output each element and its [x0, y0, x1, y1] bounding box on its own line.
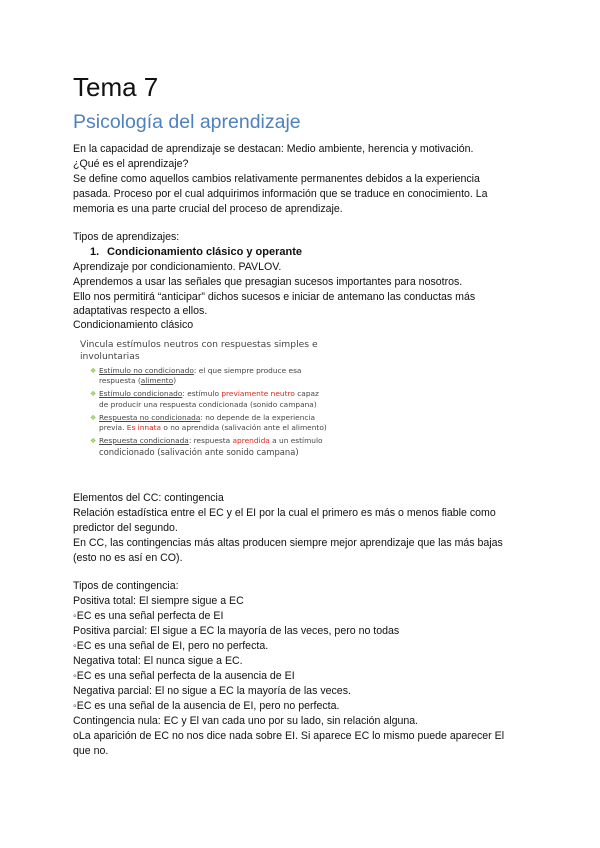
- cc-line: (esto no es así en CO).: [73, 552, 183, 564]
- contingency-line: ◦EC es una señal perfecta de EI: [73, 610, 224, 622]
- slide-bullet: ❖ Estímulo condicionado: estímulo previamente neutro capaz: [90, 389, 319, 398]
- section-number: 1.: [90, 246, 100, 258]
- intro-line: Se define como aquellos cambios relativamente permanentes debidos a la experiencia: [73, 173, 480, 185]
- types-label: Tipos de aprendizajes:: [73, 231, 180, 243]
- contingency-line: ◦EC es una señal de la ausencia de EI, pero no perfecta.: [73, 700, 340, 712]
- section-line: adaptativas respecto a ellos.: [73, 305, 208, 317]
- intro-line: memoria es una parte crucial del proceso de aprendizaje.: [73, 203, 343, 215]
- slide-bullet-cont: respuesta (alimento): [99, 376, 177, 385]
- contingency-line: Positiva parcial: El sigue a EC la mayoría de las veces, pero no todas: [73, 625, 400, 637]
- section-line: Aprendemos a usar las señales que presagian sucesos importantes para nosotros.: [73, 276, 463, 288]
- intro-line: En la capacidad de aprendizaje se destacan: Medio ambiente, herencia y motivación.: [73, 143, 474, 155]
- contingency-line: ◦EC es una señal de EI, pero no perfecta.: [73, 640, 269, 652]
- section-line: Ello nos permitirá “anticipar” dichos sucesos e iniciar de antemano las conductas más: [73, 291, 476, 303]
- contingency-line: Negativa total: El nunca sigue a EC.: [73, 655, 243, 667]
- contingency-line: ◦EC es una señal perfecta de la ausencia de EI: [73, 670, 295, 682]
- contingency-line: Positiva total: El siempre sigue a EC: [73, 595, 244, 607]
- slide-bullet-cont: previa. Es innata o no aprendida (salivación ante el alimento): [99, 423, 327, 432]
- diamond-bullet-icon: ❖: [90, 367, 97, 375]
- cc-line: En CC, las contingencias más altas producen siempre mejor aprendizaje que las más bajas: [73, 537, 503, 549]
- intro-line: pasada. Proceso por el cual adquirimos información que se traduce en conocimiento. La: [73, 188, 488, 200]
- slide-bullet-cont: de producir una respuesta condicionada (sonido campana): [99, 400, 317, 409]
- cc-line: predictor del segundo.: [73, 522, 178, 534]
- slide-bullet: ❖ Respuesta no condicionada: no depende de la experiencia: [90, 413, 316, 422]
- diamond-bullet-icon: ❖: [90, 414, 97, 422]
- contingency-line: oLa aparición de EC no nos dice nada sobre EI. Si aparece EC lo mismo puede aparecer El: [73, 730, 505, 742]
- section-line: Condicionamiento clásico: [73, 319, 194, 331]
- slide-bullet: ❖ Respuesta condicionada: respuesta aprendida a un estímulo: [90, 436, 323, 445]
- cc-line: Elementos del CC: contingencia: [73, 492, 224, 504]
- page-subtitle: Psicología del aprendizaje: [73, 111, 301, 133]
- slide-bullet: ❖ Estímulo no condicionado: el que siempre produce esa: [90, 366, 302, 375]
- contingency-line: que no.: [73, 745, 109, 757]
- contingency-line: Contingencia nula: EC y El van cada uno por su lado, sin relación alguna.: [73, 715, 419, 727]
- diamond-bullet-icon: ❖: [90, 437, 97, 445]
- page-title: Tema 7: [73, 72, 159, 102]
- slide-intro: Vincula estímulos neutros con respuestas simples e involuntarias: [80, 339, 318, 362]
- slide-image: [80, 339, 350, 469]
- section-title: Condicionamiento clásico y operante: [107, 246, 302, 258]
- section-line: Aprendizaje por condicionamiento. PAVLOV.: [73, 261, 282, 273]
- intro-line: ¿Qué es el aprendizaje?: [73, 158, 189, 170]
- contingency-line: Tipos de contingencia:: [73, 580, 179, 592]
- cc-line: Relación estadística entre el EC y el EI por la cual el primero es más o menos fiable como: [73, 507, 496, 519]
- section-heading: [90, 245, 302, 259]
- diamond-bullet-icon: ❖: [90, 390, 97, 398]
- contingency-line: Negativa parcial: El no sigue a EC la mayoría de las veces.: [73, 685, 351, 697]
- slide-bullet-cont: condicionado (salivación ante sonido campana): [99, 447, 299, 457]
